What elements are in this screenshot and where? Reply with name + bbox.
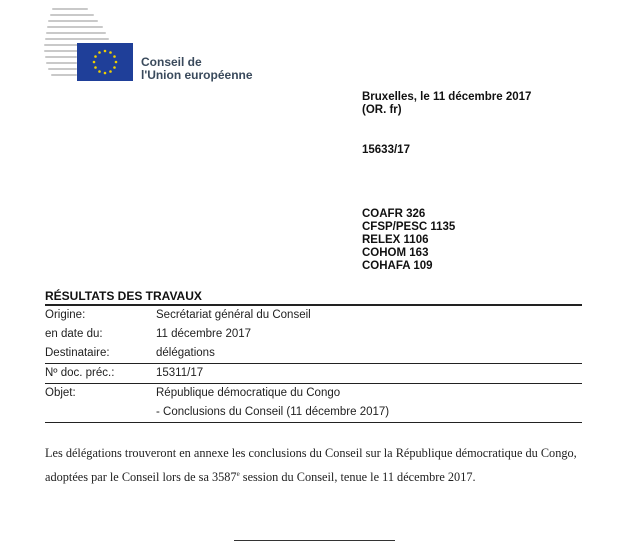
table-row-recipient — [45, 344, 582, 363]
closing-rule — [234, 540, 395, 541]
results-table — [45, 288, 582, 423]
row-value: 15311/17 — [156, 367, 204, 379]
code-item: COHAFA 109 — [362, 260, 433, 272]
original-language: (OR. fr) — [362, 104, 402, 116]
document-number: 15633/17 — [362, 144, 410, 156]
classification-codes — [362, 208, 455, 273]
divider — [45, 422, 582, 423]
code-item: CFSP/PESC 1135 — [362, 221, 456, 233]
row-value: République démocratique du Congo — [156, 387, 341, 399]
code-item: COAFR 326 — [362, 208, 426, 220]
paragraph-text: Les délégations trouveront en annexe les conclusions du Conseil sur la République démocratique du Congo, adoptées par le Conseil lors de sa 3587 — [45, 446, 577, 484]
table-row-subject — [45, 384, 582, 422]
row-label: Destinataire: — [45, 347, 110, 359]
table-row-origin — [45, 306, 582, 325]
code-item: COHOM 163 — [362, 247, 429, 259]
ordinal-superscript: e — [236, 469, 240, 478]
row-value: délégations — [156, 347, 215, 359]
code-item: RELEX 1106 — [362, 234, 429, 246]
place-date-block — [362, 91, 531, 117]
row-label: Nº doc. préc.: — [45, 367, 115, 379]
org-name-line1: Conseil de — [141, 55, 202, 69]
row-label: Origine: — [45, 309, 86, 321]
org-name-line2: l'Union européenne — [141, 68, 253, 82]
eu-flag-icon — [77, 43, 133, 81]
paragraph-text: session du Conseil, tenue le 11 décembre 2017. — [239, 470, 476, 484]
row-value: 11 décembre 2017 — [156, 328, 252, 340]
row-value: Secrétariat général du Conseil — [156, 309, 311, 321]
place-date: Bruxelles, le 11 décembre 2017 — [362, 91, 532, 103]
table-row-prev-doc — [45, 364, 582, 383]
row-label: en date du: — [45, 328, 103, 340]
results-title: RÉSULTATS DES TRAVAUX — [45, 289, 202, 303]
table-row-date — [45, 325, 582, 344]
body-paragraph — [45, 441, 605, 489]
organization-name — [141, 56, 253, 82]
row-value: - Conclusions du Conseil (11 décembre 2017) — [156, 406, 390, 418]
row-label: Objet: — [45, 387, 76, 399]
